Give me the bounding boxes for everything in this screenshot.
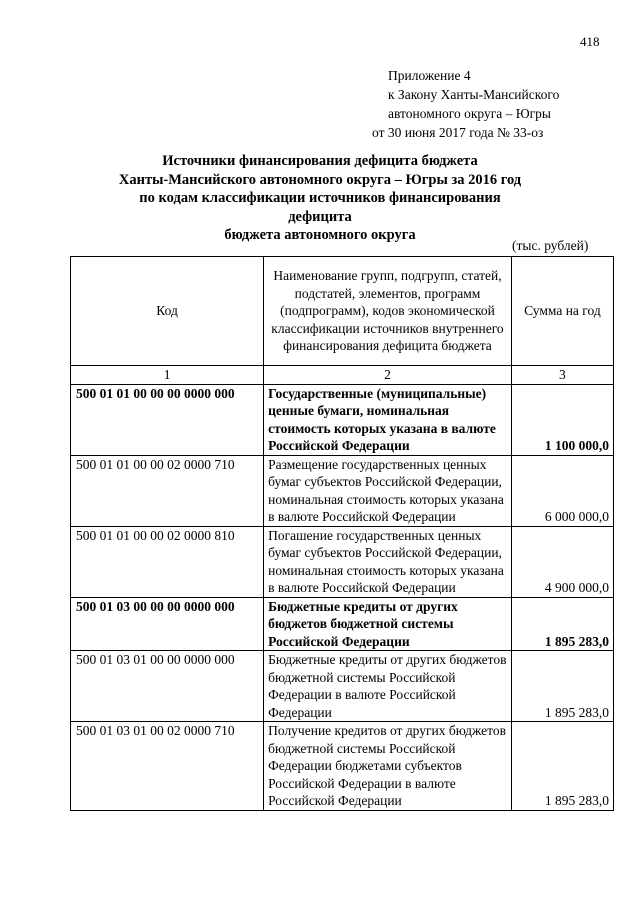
- name-cell: Погашение государственных ценных бумаг субъектов Российской Федерации, номинальная стоимость которых указана в валюте Российской Федерации: [264, 526, 512, 597]
- appendix-line: от 30 июня 2017 года № 33-оз: [372, 125, 544, 140]
- index-cell: 1: [71, 366, 264, 385]
- code-cell: 500 01 01 00 00 02 0000 810: [71, 526, 264, 597]
- code-cell: 500 01 03 01 00 00 0000 000: [71, 651, 264, 722]
- table-row: [71, 597, 614, 651]
- sum-cell: 1 895 283,0: [511, 722, 613, 811]
- name-cell: Размещение государственных ценных бумаг субъектов Российской Федерации, номинальная стоимость которых указана в валюте Российской Федерации: [264, 455, 512, 526]
- sum-cell: 1 100 000,0: [511, 384, 613, 455]
- name-cell: Государственные (муниципальные) ценные бумаги, номинальная стоимость которых указана в валюте Российской Федерации: [264, 384, 512, 455]
- table-row: [71, 722, 614, 811]
- table-row: [71, 651, 614, 722]
- title-line: по кодам классификации источников финансирования дефицита: [139, 190, 501, 225]
- sum-cell: 4 900 000,0: [511, 526, 613, 597]
- header-name: Наименование групп, подгрупп, статей, подстатей, элементов, программ (подпрограмм), кодов экономической классификации источников внутреннего финансирования дефицита бюджета: [264, 257, 512, 366]
- document-title: [110, 152, 530, 245]
- appendix-line: Приложение 4: [388, 68, 471, 83]
- sum-cell: 6 000 000,0: [511, 455, 613, 526]
- index-cell: 3: [511, 366, 613, 385]
- name-cell: Получение кредитов от других бюджетов бюджетной системы Российской Федерации бюджетами субъектов Российской Федерации в валюте Российской Федерации: [264, 722, 512, 811]
- appendix-line: к Закону Ханты-Мансийского: [388, 87, 560, 102]
- table-row: [71, 384, 614, 455]
- title-line: Ханты-Мансийского автономного округа – Югры за 2016 год: [118, 171, 522, 188]
- name-cell: Бюджетные кредиты от других бюджетов бюджетной системы Российской Федерации в валюте Российской Федерации: [264, 651, 512, 722]
- table-row: [71, 455, 614, 526]
- index-row: [71, 366, 614, 385]
- code-cell: 500 01 03 01 00 02 0000 710: [71, 722, 264, 811]
- code-cell: 500 01 01 00 00 02 0000 710: [71, 455, 264, 526]
- header-code: Код: [71, 257, 264, 366]
- appendix-block: [364, 66, 604, 142]
- appendix-line: автономного округа – Югры: [388, 106, 551, 121]
- page-number: 418: [580, 34, 600, 49]
- sum-cell: 1 895 283,0: [511, 651, 613, 722]
- table-row: [71, 526, 614, 597]
- header-sum: Сумма на год: [511, 257, 613, 366]
- sources-table: [70, 256, 614, 811]
- code-cell: 500 01 01 00 00 00 0000 000: [71, 384, 264, 455]
- sum-cell: 1 895 283,0: [511, 597, 613, 651]
- name-cell: Бюджетные кредиты от других бюджетов бюджетной системы Российской Федерации: [264, 597, 512, 651]
- title-line: бюджета автономного округа: [224, 227, 416, 243]
- code-cell: 500 01 03 00 00 00 0000 000: [71, 597, 264, 651]
- index-cell: 2: [264, 366, 512, 385]
- units-label: (тыс. рублей): [512, 238, 589, 253]
- title-line: Источники финансирования дефицита бюджета: [162, 153, 478, 169]
- header-row: [71, 257, 614, 366]
